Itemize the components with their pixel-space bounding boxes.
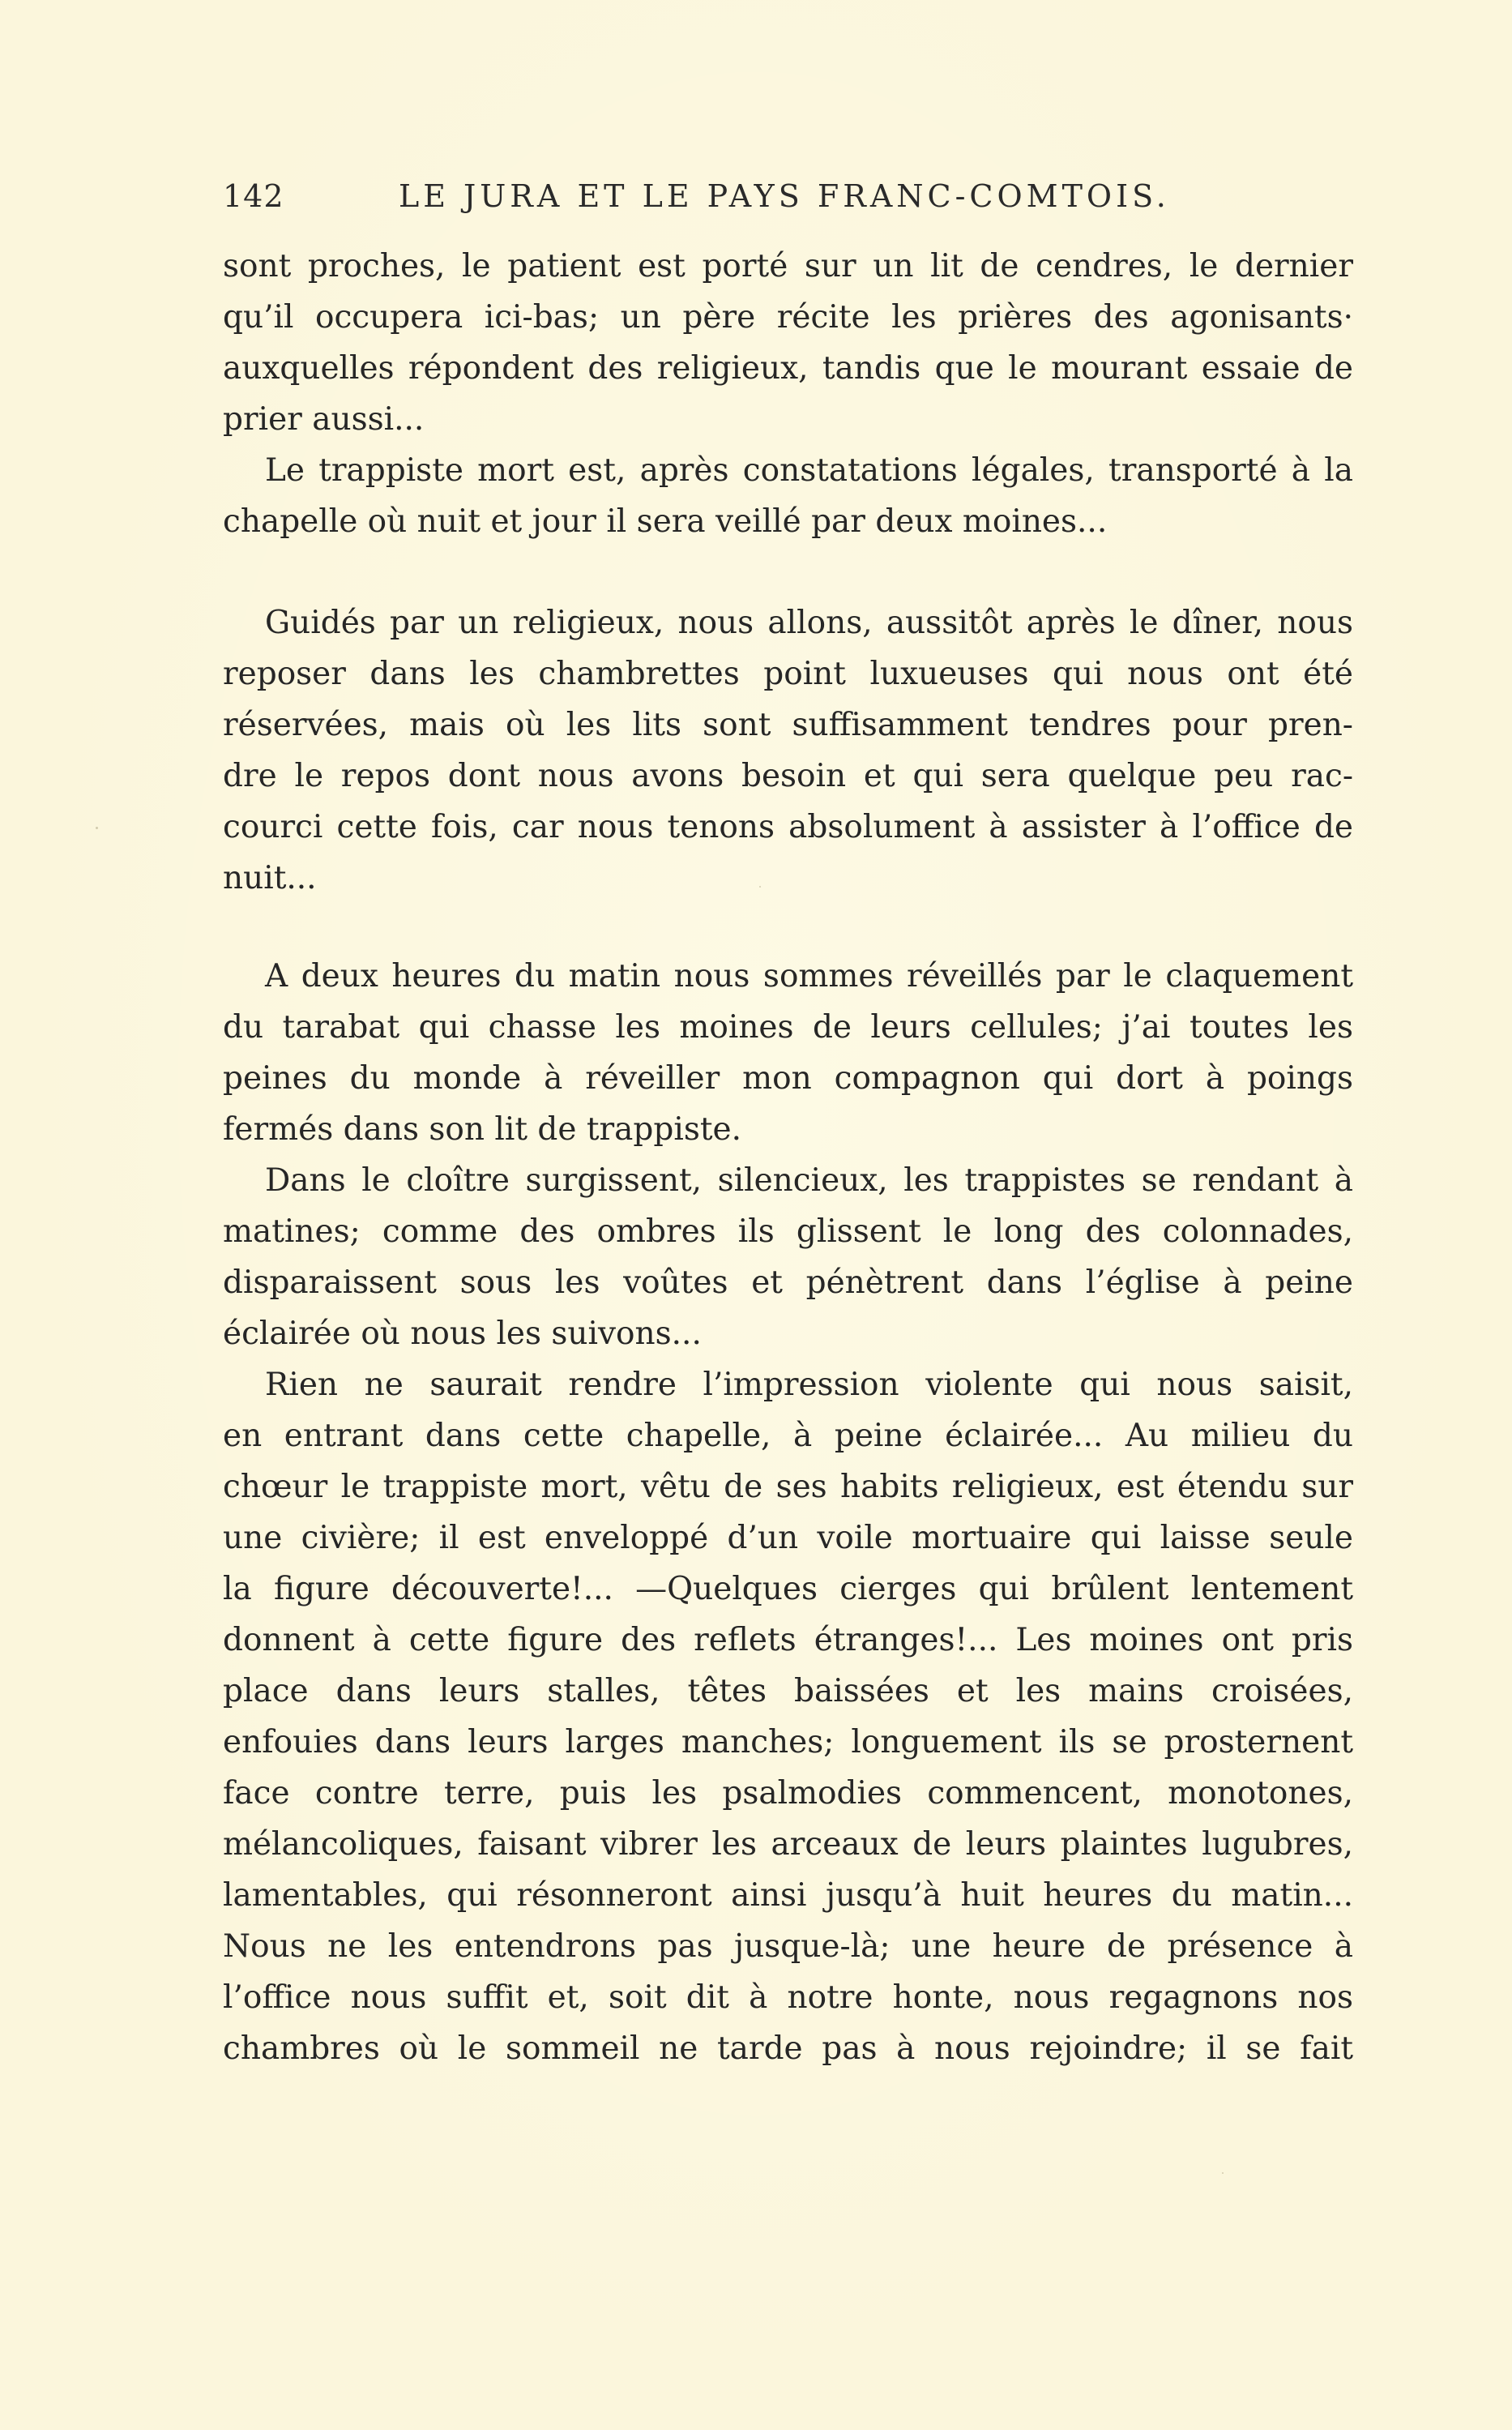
text-line: Nous ne les entendrons pas jusque-là; une heure de présence à <box>223 1928 1353 1965</box>
body-text <box>223 241 1353 2074</box>
text-line: courci cette fois, car nous tenons absolument à assister à l’office de <box>223 809 1353 845</box>
text-line: une civière; il est enveloppé d’un voile mortuaire qui laisse seule <box>223 1520 1353 1556</box>
text-line: nuit... <box>223 860 317 896</box>
text-line: face contre terre, puis les psalmodies commencent, monotones, <box>223 1775 1353 1812</box>
text-line: l’office nous suffit et, soit dit à notre honte, nous regagnons nos <box>223 1979 1353 2016</box>
text-line: donnent à cette figure des reflets étranges!... Les moines ont pris <box>223 1622 1353 1658</box>
text-line: reposer dans les chambrettes point luxueuses qui nous ont été <box>223 656 1353 692</box>
text-line: A deux heures du matin nous sommes réveillés par le claquement <box>265 958 1353 995</box>
text-line: Le trappiste mort est, après constatations légales, transporté à la <box>265 452 1353 489</box>
section-gap <box>223 547 1353 597</box>
text-line: réservées, mais où les lits sont suffisamment tendres pour pren- <box>223 707 1353 743</box>
text-line: chapelle où nuit et jour il sera veillé par deux moines... <box>223 503 1108 540</box>
page-header <box>223 178 1414 227</box>
running-title: LE JURA ET LE PAYS FRANC-COMTOIS. <box>399 178 1170 214</box>
paragraph <box>223 445 1353 547</box>
text-line: enfouies dans leurs larges manches; longuement ils se prosternent <box>223 1724 1353 1760</box>
text-line: Dans le cloître surgissent, silencieux, les trappistes se rendant à <box>265 1162 1353 1199</box>
text-line: lamentables, qui résonneront ainsi jusqu’à huit heures du matin... <box>223 1877 1353 1914</box>
paragraph <box>223 241 1353 445</box>
text-line: Guidés par un religieux, nous allons, aussitôt après le dîner, nous <box>265 605 1353 641</box>
section-gap <box>223 904 1353 951</box>
text-line: place dans leurs stalles, têtes baissées et les mains croisées, <box>223 1673 1353 1709</box>
text-line: chambres où le sommeil ne tarde pas à nous rejoindre; il se fait <box>223 2030 1353 2067</box>
text-line: sont proches, le patient est porté sur un lit de cendres, le dernier <box>223 248 1353 284</box>
text-line: en entrant dans cette chapelle, à peine éclairée... Au milieu du <box>223 1418 1353 1454</box>
text-line: du tarabat qui chasse les moines de leurs cellules; j’ai toutes les <box>223 1009 1353 1046</box>
text-line: fermés dans son lit de trappiste. <box>223 1111 741 1148</box>
text-line: la figure découverte!... —Quelques cierges qui brûlent lentement <box>223 1571 1353 1607</box>
paragraph <box>223 1359 1353 2074</box>
text-line: disparaissent sous les voûtes et pénètrent dans l’église à peine <box>223 1264 1353 1301</box>
paragraph <box>223 1155 1353 1359</box>
text-line: chœur le trappiste mort, vêtu de ses habits religieux, est étendu sur <box>223 1469 1353 1505</box>
text-line: peines du monde à réveiller mon compagnon qui dort à poings <box>223 1060 1353 1097</box>
text-line: auxquelles répondent des religieux, tandis que le mourant essaie de <box>223 350 1353 387</box>
text-line: éclairée où nous les suivons... <box>223 1316 702 1352</box>
paper-speck <box>759 886 761 888</box>
paragraph <box>223 597 1353 904</box>
text-line: qu’il occupera ici-bas; un père récite les prières des agonisants· <box>223 299 1353 336</box>
text-line: matines; comme des ombres ils glissent le long des colonnades, <box>223 1213 1353 1250</box>
paper-speck <box>96 827 98 829</box>
paper-speck <box>1222 2172 1224 2174</box>
text-line: dre le repos dont nous avons besoin et qui sera quelque peu rac- <box>223 758 1353 794</box>
paragraph <box>223 951 1353 1155</box>
text-line: mélancoliques, faisant vibrer les arceaux de leurs plaintes lugubres, <box>223 1826 1353 1863</box>
text-line: Rien ne saurait rendre l’impression violente qui nous saisit, <box>265 1367 1353 1403</box>
page-number: 142 <box>223 178 284 214</box>
text-line: prier aussi... <box>223 401 425 438</box>
